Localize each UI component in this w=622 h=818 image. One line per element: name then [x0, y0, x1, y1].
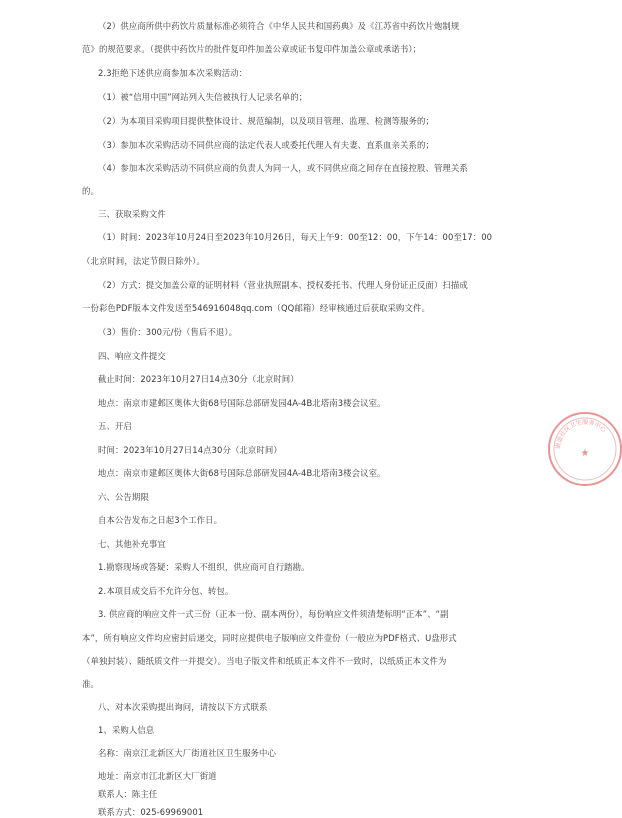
section-heading: 六、公告期限 — [98, 492, 149, 502]
text-line: 一份彩色PDF版本文件发送至546916048qq.com（QQ邮箱）经审核通过后获取采购文件。 — [82, 303, 430, 313]
text-line: 2.3拒绝下述供应商参加本次采购活动： — [98, 68, 248, 78]
text-line: 的。 — [82, 186, 99, 196]
text-line: 截止时间：2023年10月27日14点30分（北京时间） — [98, 374, 299, 384]
section-heading: 三、获取采购文件 — [98, 209, 166, 219]
seal-text: 街道社区卫生服务中心 — [554, 418, 608, 450]
text-line: （2）方式：提交加盖公章的证明材料（营业执照副本、授权委托书、代理人身份证正反面）扫描成 — [98, 280, 468, 290]
text-line: 名称：南京江北新区大厂街道社区卫生服务中心 — [98, 748, 276, 758]
text-line: 范》的规范要求。（提供中药饮片的批件复印件加盖公章或证书复印件加盖公章或承诺书）； — [82, 44, 422, 54]
text-line: 地址：南京市江北新区大厂街道 — [98, 771, 217, 781]
section-heading: 1、采购人信息 — [98, 725, 155, 735]
text-line: 本”，所有响应文件均应密封后递交，同时应提供电子版响应文件壹份（一般应为PDF格式、U盘形式 — [82, 633, 457, 643]
text-line: （1）被“信用中国”网站列入失信被执行人记录名单的； — [98, 92, 308, 102]
text-line: 2.本项目成交后不允许分包、转包。 — [98, 586, 234, 596]
official-seal-stamp — [548, 412, 622, 486]
text-line: （3）参加本次采购活动不同供应商的法定代表人或委托代理人有夫妻、直系血亲关系的； — [98, 140, 434, 150]
text-line: （1）时间：2023年10月24日至2023年10月26日，每天上午9：00至12：00，下午14：00至17：00 — [98, 232, 493, 242]
text-line: （4）参加本次采购活动不同供应商的负责人为同一人，或不同供应商之间存在直接控股、管理关系 — [98, 163, 468, 173]
svg-text:★: ★ — [580, 448, 590, 459]
section-heading: 八、对本次采购提出询问，请按以下方式联系 — [98, 702, 268, 712]
text-line: 联系方式：025-69969001 — [98, 807, 204, 817]
text-line: 时间：2023年10月27日14点30分（北京时间） — [98, 445, 282, 455]
text-line: 自本公告发布之日起3个工作日。 — [98, 515, 223, 525]
text-line: （2）供应商所供中药饮片质量标准必须符合《中华人民共和国药典》及《江苏省中药饮片炮制规 — [98, 21, 460, 31]
text-line: （3）售价：300元/份（售后不退）。 — [98, 327, 238, 337]
text-line: 3. 供应商的响应文件一式三份（正本一份、副本两份），每份响应文件须清楚标明“正本”、“副 — [98, 609, 449, 619]
text-line: 地点：南京市建邺区奥体大街68号国际总部研发园4A-4B北塔南3楼会议室。 — [98, 398, 386, 408]
text-line: 地点：南京市建邺区奥体大街68号国际总部研发园4A-4B北塔南3楼会议室。 — [98, 468, 386, 478]
text-line: 1.勘察现场或答疑：采购人不组织，供应商可自行踏勘。 — [98, 562, 310, 572]
text-line: 联系人：陈主任 — [98, 789, 158, 799]
svg-text:街道社区卫生服务中心 — [554, 418, 609, 449]
text-line: （单独封装）、随纸质文件一并提交）。当电子版文件和纸质正本文件不一致时，以纸质正本文件为 — [82, 656, 447, 666]
seal-icon — [550, 414, 620, 484]
section-heading: 五、开启 — [98, 421, 132, 431]
section-heading: 四、响应文件提交 — [98, 351, 166, 361]
text-line: 准。 — [82, 679, 99, 689]
section-heading: 七、其他补充事宜 — [98, 539, 166, 549]
text-line: （北京时间，法定节假日除外）。 — [82, 256, 205, 266]
text-line: （2）为本项目采购项目提供整体设计、规范编制，以及项目管理、监理、检测等服务的； — [98, 116, 434, 126]
